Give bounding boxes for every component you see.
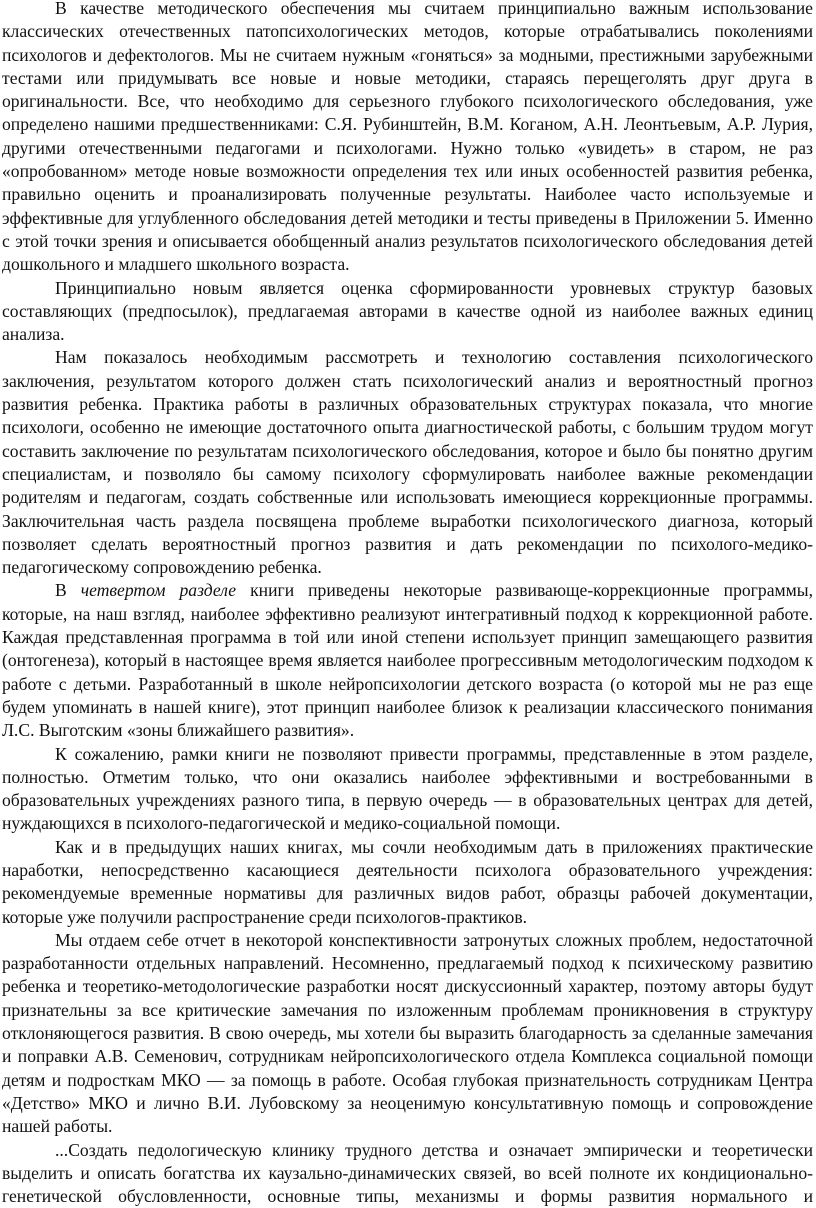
- paragraph-fourth-section: [2, 579, 813, 742]
- paragraph-acknowledgements: Мы отдаем себе отчет в некоторой конспективности затронутых сложных проблем, недостаточной разработанности отдельных направлений. Несомненно, предлагаемый подход к психическому развитию ребенка и теоретико-методологические разработки носят дискуссионный характер, поэтому авторы будут признательны за все критические замечания по изложенным проблемам проникновения в структуру отклоняющегося развития. В свою очередь, мы хотели бы выразить благодарность за сделанные замечания и поправки А.В. Семенович, сотрудникам нейропсихологического отдела Комплекса социальной помощи детям и подросткам МКО — за помощь в работе. Особая глубокая признательность сотрудникам Центра «Детство» МКО и лично В.И. Лубовскому за неоценимую консультативную помощь и сопровождение нашей работы.: [2, 929, 813, 1137]
- paragraph-quote: ...Создать педологическую клинику трудного детства и означает эмпирически и теоретически выделить и описать богатства их каузально-динамических связей, во всей полноте их кондиционально-генетической обусловленности, основные типы, механизмы и формы развития нормального и: [2, 1139, 813, 1207]
- paragraph-new-assessment: Принципиально новым является оценка сформированности уровневых структур базовых составляющих (предпосылок), предлагаемая авторами в качестве одной из наиболее важных единиц анализа.: [2, 277, 813, 345]
- paragraph-conclusion-technology: Нам показалось необходимым рассмотреть и технологию составления психологического заключения, результатом которого должен стать психологический анализ и вероятностный прогноз развития ребенка. Практика работы в различных образовательных структурах показала, что многие психологи, особенно не имеющие достаточного опыта диагностической работы, с большим трудом могут составить заключение по результатам психологического обследования, которое и было бы понятно другим специалистам, и позволяло бы самому психологу сформулировать наиболее важные рекомендации родителям и педагогам, создать собственные или использовать имеющиеся коррекционные программы. Заключительная часть раздела посвящена проблеме выработки психологического диагноза, который позволяет сделать вероятностный прогноз развития и дать рекомендации по психолого-медико-педагогическому сопровождению ребенка.: [2, 347, 813, 578]
- paragraph-appendices: Как и в предыдущих наших книгах, мы сочли необходимым дать в приложениях практические наработки, непосредственно касающиеся деятельности психолога образовательного учреждения: рекомендуемые временные нормативы для различных видов работ, образцы рабочей документации, которые уже получили распространение среди психологов-практиков.: [2, 836, 813, 927]
- paragraph-book-limits: К сожалению, рамки книги не позволяют привести программы, представленные в этом разделе, полностью. Отметим только, что они оказались наиболее эффективными и востребованными в образовательных учреждениях разного типа, в первую очередь — в образовательных центрах для детей, нуждающихся в психолого-педагогической и медико-социальной помощи.: [2, 743, 813, 834]
- section-reference-emphasis: четвертом разделе: [80, 580, 237, 601]
- paragraph-fourth-section-lead: В: [55, 580, 81, 601]
- paragraph-fourth-section-body: книги приведены некоторые развивающе-коррекционные программы, которые, на наш взгляд, наиболее эффективно реализуют интегративный подход к коррекционной работе. Каждая представленная программа в той или иной степени использует принцип замещающего развития (онтогенеза), который в настоящее время является наиболее прогрессивным методологическим подходом к работе с детьми. Разработанный в школе нейропсихологии детского возраста (о которой мы не раз еще будем упоминать в нашей книге), этот принцип наиболее близок к реализации классического понимания Л.С. Выготским «зоны ближайшего развития».: [2, 580, 813, 741]
- paragraph-methodical-support: В качестве методического обеспечения мы считаем принципиально важным использование классических отечественных патопсихологических методов, которые отрабатывались поколениями психологов и дефектологов. Мы не считаем нужным «гоняться» за модными, престижными зарубежными тестами или придумывать все новые и новые методики, стараясь перещеголять друг друга в оригинальности. Все, что необходимо для серьезного глубокого психологического обследования, уже определено нашими предшественниками: С.Я. Рубинштейн, В.М. Коганом, А.Н. Леонтьевым, А.Р. Лурия, другими отечественными педагогами и психологами. Нужно только «увидеть» в старом, не раз «опробованном» методе новые возможности определения тех или иных особенностей развития ребенка, правильно оценить и проанализировать полученные результаты. Наиболее часто используемые и эффективные для углубленного обследования детей методики и тесты приведены в Приложении 5. Именно с этой точки зрения и описывается обобщенный анализ результатов психологического обследования детей дошкольного и младшего школьного возраста.: [2, 0, 813, 275]
